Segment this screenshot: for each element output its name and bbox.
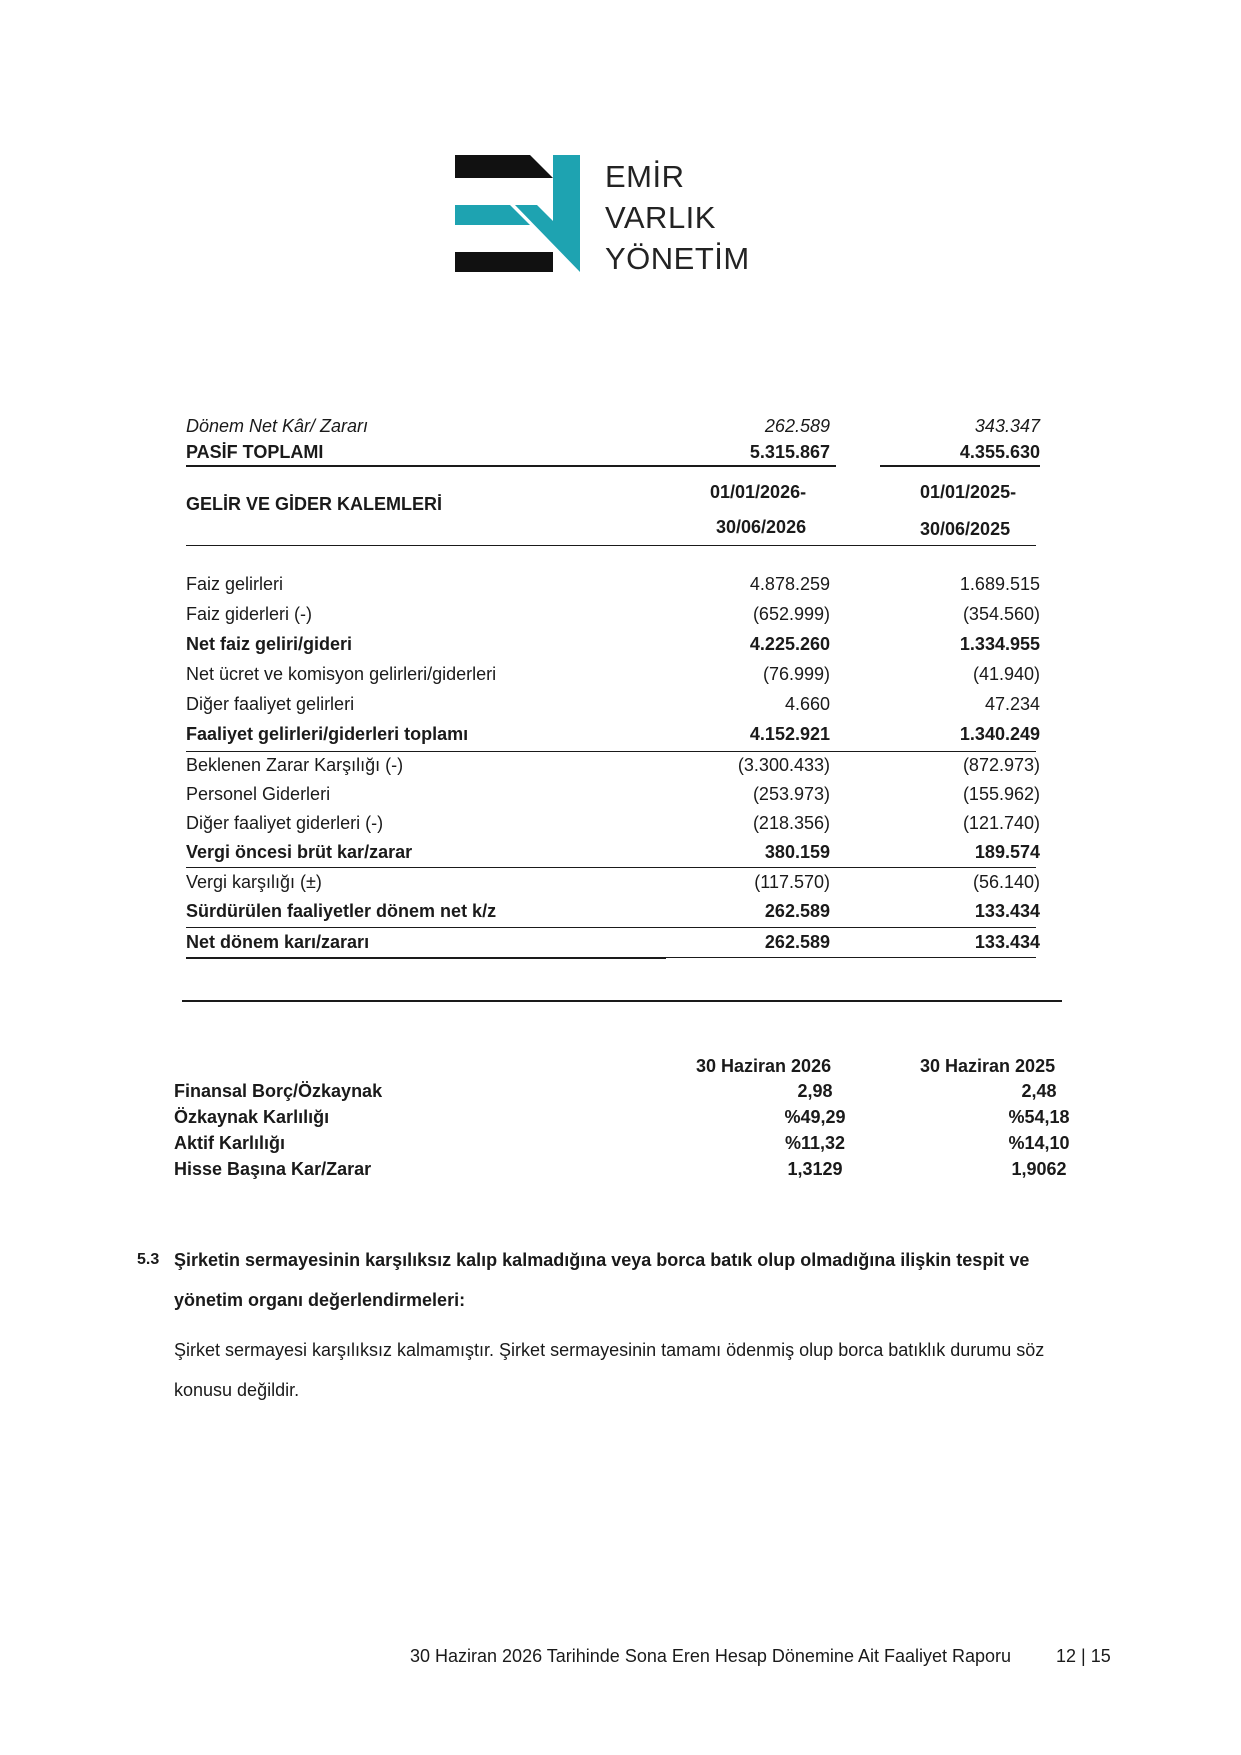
logo-word-yonetim: YÖNETİM bbox=[605, 241, 750, 276]
row-value-2025: 189.574 bbox=[974, 842, 1040, 862]
row-pasif-toplami bbox=[186, 439, 1048, 465]
divider bbox=[186, 957, 666, 959]
row-label: Diğer faaliyet gelirleri bbox=[186, 694, 355, 714]
table-row bbox=[186, 781, 1048, 807]
row-label: Faiz gelirleri bbox=[186, 574, 284, 594]
table-row bbox=[186, 601, 1048, 627]
table-row bbox=[186, 810, 1048, 836]
section-body-line1: Şirket sermayesi karşılıksız kalmamıştır. Şirket sermayesinin tamamı ödenmiş olup borca batıklık durumu söz bbox=[174, 1340, 1045, 1360]
row-value-2025: (354.560) bbox=[962, 604, 1040, 624]
ratio-value-2025: 2,48 bbox=[1021, 1081, 1057, 1101]
row-label: Dönem Net Kâr/ Zararı bbox=[186, 416, 369, 436]
footer-page-number: 12 | 15 bbox=[1056, 1646, 1111, 1666]
ratio-value-2026: %11,32 bbox=[784, 1133, 846, 1153]
section-body-line2: konusu değildir. bbox=[174, 1380, 300, 1400]
table-row bbox=[186, 571, 1048, 597]
row-label: Beklenen Zarar Karşılığı (-) bbox=[186, 755, 404, 775]
table-row bbox=[186, 752, 1048, 778]
row-value-2026: (117.570) bbox=[754, 872, 830, 892]
row-value-2025: 4.355.630 bbox=[959, 442, 1040, 462]
row-value-2025: 343.347 bbox=[974, 416, 1040, 436]
ratio-label: Özkaynak Karlılığı bbox=[174, 1107, 330, 1127]
logo-word-emir: EMİR bbox=[605, 159, 685, 194]
divider bbox=[666, 957, 1036, 958]
income-table-title: GELİR VE GİDER KALEMLERİ bbox=[186, 494, 443, 514]
row-value-2026: (253.973) bbox=[752, 784, 830, 804]
ratio-value-2026: 2,98 bbox=[797, 1081, 833, 1101]
divider bbox=[880, 465, 1040, 467]
row-label: Vergi öncesi brüt kar/zarar bbox=[186, 842, 413, 862]
ratio-value-2025: 1,9062 bbox=[1011, 1159, 1067, 1179]
table-row bbox=[186, 898, 1048, 924]
row-value-2026: 262.589 bbox=[764, 932, 830, 952]
row-value-2026: (76.999) bbox=[762, 664, 830, 684]
row-value-2025: 1.340.249 bbox=[959, 724, 1040, 744]
row-value-2025: (155.962) bbox=[962, 784, 1040, 804]
divider bbox=[186, 927, 1036, 928]
ratio-value-2025: %54,18 bbox=[1008, 1107, 1070, 1127]
table-row bbox=[186, 691, 1048, 717]
ratio-value-2026: 1,3129 bbox=[787, 1159, 843, 1179]
row-value-2026: 4.878.259 bbox=[749, 574, 830, 594]
row-label: Diğer faaliyet giderleri (-) bbox=[186, 813, 384, 833]
table-row bbox=[186, 929, 1048, 955]
row-value-2025: (56.140) bbox=[972, 872, 1040, 892]
row-value-2026: (652.999) bbox=[752, 604, 830, 624]
ratio-row bbox=[174, 1156, 1074, 1182]
section-heading-line2: yönetim organı değerlendirmeleri: bbox=[174, 1290, 466, 1310]
row-value-2025: (41.940) bbox=[972, 664, 1040, 684]
row-value-2026: 5.315.867 bbox=[749, 442, 830, 462]
row-value-2025: 133.434 bbox=[974, 901, 1040, 921]
row-donem-net-kar bbox=[186, 413, 1048, 439]
row-label: PASİF TOPLAMI bbox=[186, 442, 324, 462]
section-number: 5.3 bbox=[137, 1251, 160, 1268]
row-value-2026: 4.152.921 bbox=[749, 724, 830, 744]
ratio-label: Hisse Başına Kar/Zarar bbox=[174, 1159, 372, 1179]
col-2025-header-line1: 01/01/2025- bbox=[920, 482, 1017, 502]
row-value-2026: 4.225.260 bbox=[749, 634, 830, 654]
col-2026-header-line1: 01/01/2026- bbox=[710, 482, 807, 502]
row-value-2025: 1.689.515 bbox=[959, 574, 1040, 594]
row-value-2025: 47.234 bbox=[984, 694, 1040, 714]
logo-word-varlik: VARLIK bbox=[605, 200, 716, 235]
table-row bbox=[186, 721, 1048, 747]
row-value-2026: (218.356) bbox=[752, 813, 830, 833]
row-label: Faiz giderleri (-) bbox=[186, 604, 313, 624]
divider bbox=[186, 465, 836, 467]
row-label: Net dönem karı/zararı bbox=[186, 932, 370, 952]
row-label: Vergi karşılığı (±) bbox=[186, 872, 322, 892]
row-value-2026: 262.589 bbox=[764, 901, 830, 921]
table-row bbox=[186, 869, 1048, 895]
row-value-2025: 133.434 bbox=[974, 932, 1040, 952]
table-row bbox=[186, 631, 1048, 657]
row-value-2025: (121.740) bbox=[962, 813, 1040, 833]
row-label: Sürdürülen faaliyetler dönem net k/z bbox=[186, 901, 497, 921]
row-value-2026: 4.660 bbox=[784, 694, 830, 714]
ratio-row bbox=[174, 1130, 1074, 1156]
ratio-value-2025: %14,10 bbox=[1008, 1133, 1070, 1153]
ratio-row bbox=[174, 1078, 1074, 1104]
footer-report-title: 30 Haziran 2026 Tarihinde Sona Eren Hesap Dönemine Ait Faaliyet Raporu bbox=[410, 1646, 1012, 1666]
row-value-2025: 1.334.955 bbox=[959, 634, 1040, 654]
row-value-2025: (872.973) bbox=[962, 755, 1040, 775]
ratio-col-2026-header: 30 Haziran 2026 bbox=[696, 1056, 832, 1076]
ratio-label: Aktif Karlılığı bbox=[174, 1133, 286, 1153]
divider bbox=[186, 545, 1036, 546]
ratio-row bbox=[174, 1104, 1074, 1130]
table-row bbox=[186, 839, 1048, 865]
row-label: Personel Giderleri bbox=[186, 784, 331, 804]
table-row bbox=[186, 661, 1048, 687]
company-logo bbox=[455, 155, 755, 275]
ratio-col-2025-header: 30 Haziran 2025 bbox=[920, 1056, 1056, 1076]
section-separator bbox=[182, 1000, 1062, 1002]
section-heading-line1: Şirketin sermayesinin karşılıksız kalıp kalmadığına veya borca batık olup olmadığına ilişkin tespit ve bbox=[174, 1250, 1030, 1270]
logo-mark bbox=[455, 155, 595, 275]
row-value-2026: (3.300.433) bbox=[737, 755, 830, 775]
col-2025-header-line2: 30/06/2025 bbox=[920, 519, 1011, 539]
row-value-2026: 262.589 bbox=[764, 416, 830, 436]
divider bbox=[186, 867, 1036, 868]
row-label: Net faiz geliri/gideri bbox=[186, 634, 353, 654]
ratio-label: Finansal Borç/Özkaynak bbox=[174, 1081, 383, 1101]
row-label: Net ücret ve komisyon gelirleri/giderleri bbox=[186, 664, 497, 684]
row-label: Faaliyet gelirleri/giderleri toplamı bbox=[186, 724, 469, 744]
col-2026-header-line2: 30/06/2026 bbox=[716, 517, 807, 537]
ratio-value-2026: %49,29 bbox=[784, 1107, 846, 1127]
row-value-2026: 380.159 bbox=[764, 842, 830, 862]
